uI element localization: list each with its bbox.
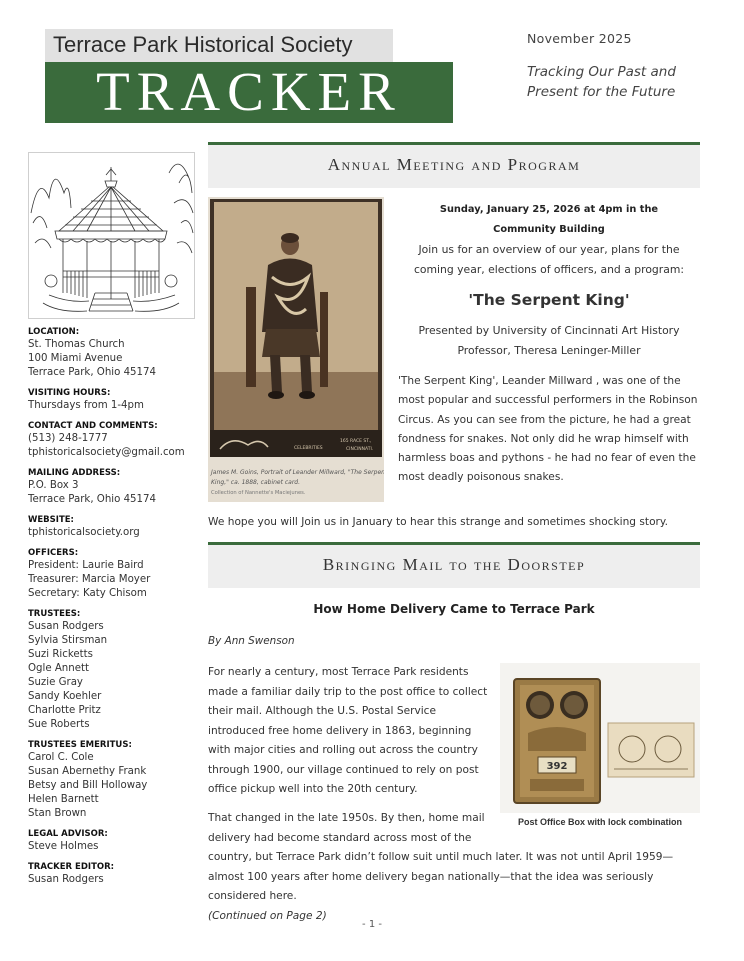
sidebar-line: St. Thomas Church xyxy=(28,339,125,350)
program-title: 'The Serpent King' xyxy=(468,291,630,309)
society-name-banner xyxy=(45,29,393,62)
issue-date: November 2025 xyxy=(527,31,632,46)
mail-section-heading-text: Bringing Mail to the Doorstep xyxy=(322,555,586,574)
gazebo-drawing xyxy=(29,153,194,318)
photo-caption-line-2: King," ca. 1888, cabinet card. xyxy=(211,479,301,486)
sidebar-line: 100 Miami Avenue xyxy=(28,353,123,364)
sidebar-line: Ogle Annett xyxy=(28,663,89,674)
sidebar-line[interactable]: tphistoricalsociety@gmail.com xyxy=(28,447,185,458)
post-office-box-illustration xyxy=(500,663,700,813)
continued-link[interactable]: (Continued on Page 2) xyxy=(208,909,327,922)
sidebar-line: Suzie Gray xyxy=(28,677,83,688)
serpent-king-portrait xyxy=(208,197,384,502)
article-title: How Home Delivery Came to Terrace Park xyxy=(313,602,595,616)
meeting-description: Join us for an overview of our year, plans for the coming year, elections of officers, and a program: xyxy=(413,243,684,276)
sidebar-heading: TRACKER EDITOR: xyxy=(28,862,115,872)
article-paragraph-2-rest xyxy=(208,848,700,926)
tagline xyxy=(527,62,727,102)
sidebar-line: Terrace Park, Ohio 45174 xyxy=(28,494,156,505)
serpent-king-photo xyxy=(208,197,384,502)
sidebar-heading: OFFICERS: xyxy=(28,548,79,558)
sidebar-heading: TRUSTEES EMERITUS: xyxy=(28,740,132,750)
sidebar-line: Sylvia Stirsman xyxy=(28,635,108,646)
article-byline: By Ann Swenson xyxy=(208,635,295,647)
photo-card-right-label-1: 165 RACE ST., xyxy=(340,439,372,444)
sidebar-heading: WEBSITE: xyxy=(28,515,74,525)
meeting-date-line-1: Sunday, January 25, 2026 at 4pm in the xyxy=(439,204,659,215)
photo-card-right-label-2: CINCINNATI. xyxy=(346,447,374,452)
annual-meeting-heading-text: Annual Meeting and Program xyxy=(327,155,581,174)
article-paragraph-2-text: country, but Terrace Park didn’t follow suit until much later. It was not until April 1959—almost 100 years after home delivery began nationally—that the idea was seriously considered here. xyxy=(208,851,674,902)
photo-caption-line-3: Collection of Nannette's Maciejunes. xyxy=(211,490,306,496)
sidebar-line[interactable]: tphistoricalsociety.org xyxy=(28,527,140,538)
sidebar-heading: LEGAL ADVISOR: xyxy=(28,829,108,839)
sidebar-heading: TRUSTEES: xyxy=(28,609,81,619)
program-presenter: Presented by University of Cincinnati Art History Professor, Theresa Leninger-Miller xyxy=(418,324,680,357)
sidebar-line: President: Laurie Baird xyxy=(28,560,144,571)
photo-caption-line-1: James M. Goins, Portrait of Leander Millward, "The Serpent xyxy=(211,469,384,476)
serpent-king-body: 'The Serpent King', Leander Millward , was one of the most popular and successful performers in the Robinson Circus. As you can see from the picture, he had a great fondness for snakes. Not only did he wrap himself with harmless boas and pythons - he had no fear of even the most deadly poisonous snakes. xyxy=(398,375,698,484)
sidebar-heading: CONTACT AND COMMENTS: xyxy=(28,421,158,431)
sidebar-line: Sandy Koehler xyxy=(28,691,102,702)
sidebar-line: Secretary: Katy Chisom xyxy=(28,588,147,599)
sidebar-line: Helen Barnett xyxy=(28,794,99,805)
society-name: Terrace Park Historical Society xyxy=(53,32,353,57)
meeting-closing-line: We hope you will Join us in January to hear this strange and sometimes shocking story. xyxy=(208,516,669,528)
article-paragraph-1: For nearly a century, most Terrace Park residents made a familiar daily trip to the post office to collect their mail. Although the U.S. Postal Service introduced free home delivery in 1863, beginning with major cities and rolling out across the country through 1900, our village continued to rely on post office pickup well into the 20th century. xyxy=(208,666,488,795)
newsletter-title: TRACKER xyxy=(96,61,402,122)
sidebar-line: Stan Brown xyxy=(28,808,87,819)
gazebo-illustration xyxy=(28,152,195,319)
sidebar-line: (513) 248-1777 xyxy=(28,433,108,444)
box-number: 392 xyxy=(546,761,568,772)
post-office-box-photo xyxy=(500,663,700,813)
sidebar-line: Carol C. Cole xyxy=(28,752,94,763)
tagline-line-1: Tracking Our Past and xyxy=(527,64,676,80)
annual-meeting-heading xyxy=(208,142,700,188)
sidebar-line: P.O. Box 3 xyxy=(28,480,79,491)
post-office-box-caption: Post Office Box with lock combination xyxy=(517,817,683,827)
meeting-details xyxy=(398,200,700,360)
sidebar-info xyxy=(28,326,203,887)
sidebar-line: Susan Rodgers xyxy=(28,621,104,632)
meeting-date-line-2: Community Building xyxy=(493,224,605,235)
article-paragraph-2-start: That changed in the late 1950s. By then, home mail delivery had become standard across most of the xyxy=(208,812,485,844)
sidebar-line: Terrace Park, Ohio 45174 xyxy=(28,367,156,378)
sidebar-line: Charlotte Pritz xyxy=(28,705,101,716)
sidebar-line: Thursdays from 1-4pm xyxy=(28,400,144,411)
sidebar-line: Treasurer: Marcia Moyer xyxy=(28,574,151,585)
sidebar-line: Suzi Ricketts xyxy=(28,649,93,660)
sidebar-heading: LOCATION: xyxy=(28,327,80,337)
sidebar-heading: MAILING ADDRESS: xyxy=(28,468,121,478)
tagline-line-2: Present for the Future xyxy=(527,84,676,100)
mail-section-heading xyxy=(208,542,700,588)
sidebar-line: Susan Rodgers xyxy=(28,874,104,885)
sidebar-line: Sue Roberts xyxy=(28,719,90,730)
sidebar-line: Betsy and Bill Holloway xyxy=(28,780,148,791)
page-number: - 1 - xyxy=(362,919,382,930)
sidebar-line: Steve Holmes xyxy=(28,841,99,852)
sidebar-line: Susan Abernethy Frank xyxy=(28,766,147,777)
photo-card-left-label: CELEBRITIES xyxy=(294,446,323,451)
sidebar-heading: VISITING HOURS: xyxy=(28,388,111,398)
newsletter-title-banner xyxy=(45,62,453,123)
